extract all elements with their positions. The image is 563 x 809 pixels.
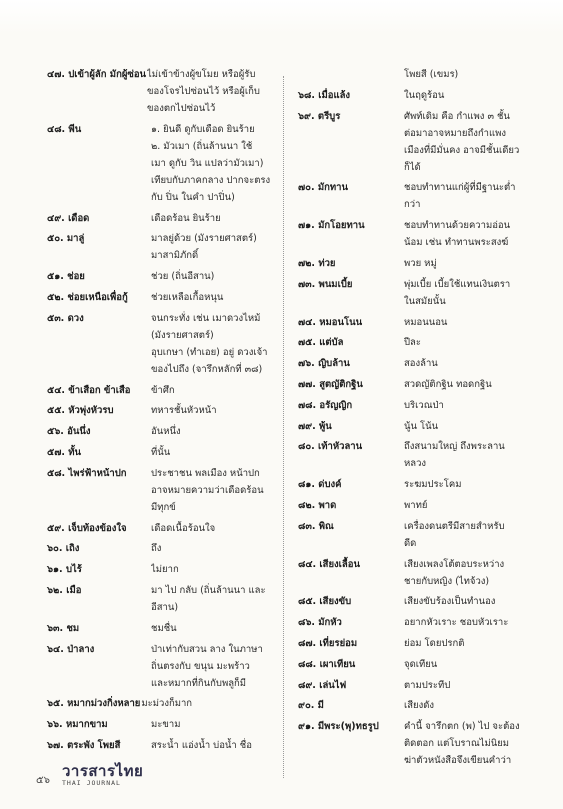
glossary-definition	[151, 620, 279, 637]
definition-line: ตามประทีป	[404, 679, 451, 691]
definition-line: กว่า	[404, 199, 421, 211]
glossary-entry	[298, 438, 538, 472]
glossary-entry	[298, 518, 538, 552]
glossary-entry	[298, 179, 538, 213]
glossary-definition	[404, 376, 538, 393]
glossary-entry	[47, 444, 279, 461]
definition-line: พุ่มเบี้ย เบี้ยใช้แทนเงินตรา	[404, 278, 511, 290]
glossary-column-left	[47, 66, 279, 758]
glossary-term: ๗๖. ญิบล้าน	[298, 358, 350, 370]
definition-line: ติดตอก แต่โบราณไม่นิยม	[404, 738, 510, 750]
glossary-term: ๙๑. มีพระ(พุ)ทธรูป	[298, 721, 379, 733]
glossary-entry	[47, 121, 279, 206]
definition-line: ของโจรไปซ่อนไว้ หรือผู้เก็บ	[147, 86, 260, 97]
glossary-definition	[404, 718, 538, 769]
glossary-entry	[298, 255, 538, 272]
definition-line: ดีด	[404, 537, 417, 549]
glossary-term: ๕๑. ช่อย	[47, 271, 85, 283]
glossary-entry	[47, 402, 279, 419]
glossary-entry	[47, 210, 279, 227]
definition-line: จุดเทียน	[404, 658, 438, 670]
glossary-definition	[151, 289, 279, 306]
glossary-definition	[404, 593, 538, 610]
glossary-definition	[404, 217, 538, 251]
glossary-term: ๖๙. ตรีบูร	[298, 110, 341, 122]
glossary-entry	[298, 66, 538, 83]
definition-line: กับ ปิ่น ในคำ ปาปิ่น)	[151, 191, 235, 203]
glossary-definition	[404, 179, 538, 213]
definition-line: ประชาชน พลเมือง หน้าปก	[151, 467, 260, 479]
glossary-definition	[404, 438, 538, 472]
glossary-entry	[47, 382, 279, 399]
definition-line: ช่วยเหลือเกื้อหนุน	[151, 291, 224, 303]
definition-line: ถึง	[151, 543, 162, 555]
definition-line: เดือดเนื้อร้อนใจ	[151, 522, 216, 534]
definition-line: ๒. มัวเมา (ถิ่นล้านนา ใช้	[151, 140, 253, 152]
definition-line: ถึงสนามใหญ่ ถึงพระลาน	[404, 441, 505, 453]
definition-line: เมา ดูกับ วิน แปลว่ามัวเมา)	[151, 157, 264, 169]
glossary-entry	[298, 614, 538, 631]
glossary-term: ๘๗. เที่ยรย่อม	[298, 637, 358, 649]
definition-line: หลวง	[404, 458, 427, 470]
glossary-definition	[404, 314, 538, 331]
definition-line: คำนี้ จารึกตก (พ) ไป จะต้อง	[404, 721, 520, 733]
glossary-entry	[298, 677, 538, 694]
glossary-term: ๕๖. อันนึ่ง	[47, 426, 91, 438]
definition-line: อุบเกษา (ทำเอย) อยู่ ดวงเจ้า	[151, 346, 268, 358]
glossary-term: ๕๓. ดวง	[47, 312, 84, 324]
page-number: ๕๖	[36, 775, 50, 786]
glossary-definition	[404, 255, 538, 272]
definition-line: เครื่องดนตรีมีสายสำหรับ	[404, 520, 505, 532]
glossary-entry	[298, 334, 538, 351]
definition-line: มีทุกข์	[151, 501, 176, 513]
definition-line: เสียงเพลงโต้ตอบระหว่าง	[404, 558, 505, 570]
glossary-definition	[404, 66, 538, 83]
glossary-term: ๖๘. เมื่อแล้ง	[298, 89, 351, 101]
glossary-entry	[47, 620, 279, 637]
glossary-entry	[298, 376, 538, 393]
definition-line: มาลยู่ด้วย (มังรายศาสตร์)	[151, 233, 257, 245]
definition-line: อีสาน)	[151, 601, 179, 613]
definition-line: เสียงขับร้องเป็นทำนอง	[404, 596, 496, 608]
glossary-definition	[404, 556, 538, 590]
glossary-term: ๕๘. ไพร่ฟ้าหน้าปก	[47, 467, 127, 479]
definition-line: ป่าเท่ากับสวน ลาง ในภาษา	[151, 643, 263, 655]
glossary-definition	[404, 355, 538, 372]
glossary-entry	[298, 593, 538, 610]
glossary-definition	[151, 402, 279, 419]
definition-line: ฆ่าตัวหนังสือจึงเขียนคำว่า	[404, 755, 512, 767]
glossary-term: ๔๗. ปเข้าผู้ลัก มักผู้ซ่อน	[47, 69, 147, 80]
definition-line: ชอบทำทานด้วยความอ่อน	[404, 220, 511, 232]
glossary-definition	[404, 635, 538, 652]
glossary-term: ๘๑. ด่บงค์	[298, 479, 342, 491]
glossary-entry	[298, 418, 538, 435]
glossary-term: ๗๐. มักทาน	[298, 182, 348, 194]
glossary-definition	[404, 418, 538, 435]
glossary-term: ๔๙. เดือด	[47, 212, 90, 224]
glossary-definition	[404, 697, 538, 714]
glossary-term: ๗๒. ท่วย	[298, 257, 336, 269]
definition-line: จนกระทั่ง เช่น เมาดวงไหม้	[151, 312, 261, 324]
glossary-entry	[298, 718, 538, 769]
glossary-term: ๕๐. มาลู่	[47, 233, 85, 245]
definition-line: ถิ่นตรงกับ ขนุน มะพร้าว	[151, 660, 250, 672]
definition-line: น้อม เช่น ทำทานพระสงฆ์	[404, 237, 509, 249]
definition-line: มา ไป กลับ (ถิ่นล้านนา และ	[151, 584, 266, 596]
glossary-entry	[47, 561, 279, 578]
journal-logo-title: วารสารไทย	[62, 762, 144, 780]
definition-line: มาสามิภักดิ์	[151, 250, 199, 262]
glossary-entry	[298, 635, 538, 652]
column-divider	[283, 76, 284, 778]
glossary-entry	[298, 656, 538, 673]
glossary-definition	[151, 444, 279, 461]
glossary-term: ๘๒. พาด	[298, 499, 337, 511]
glossary-definition	[151, 641, 279, 692]
glossary-term: ๙๐. มี	[298, 700, 324, 712]
glossary-definition	[151, 465, 279, 516]
journal-logo-subtitle: THAI JOURNAL	[62, 779, 121, 787]
definition-line: อันหนึ่ง	[151, 426, 181, 438]
definition-line: โพยสี (เขมร)	[404, 69, 459, 80]
glossary-entry	[47, 716, 279, 733]
definition-line: หมอนนอน	[404, 316, 448, 328]
glossary-entry	[47, 230, 279, 264]
definition-line: เดือดร้อน ยินร้าย	[151, 212, 221, 224]
definition-line: ทหารชั้นหัวหน้า	[151, 405, 217, 417]
definition-line: อาจหมายความว่าเดือดร้อน	[151, 484, 264, 496]
definition-line: (มังรายศาสตร์)	[151, 329, 214, 341]
glossary-definition	[404, 656, 538, 673]
glossary-definition	[151, 210, 279, 227]
glossary-definition	[404, 108, 538, 176]
glossary-definition	[404, 518, 538, 552]
glossary-term: ๗๑. มักโอยทาน	[298, 220, 365, 232]
glossary-entry	[47, 66, 279, 117]
glossary-term: ๖๒. เมือ	[47, 584, 82, 596]
definition-line: ไม่ยาก	[151, 564, 179, 576]
glossary-term: ๗๕. แต่บัล	[298, 337, 344, 349]
glossary-definition	[141, 695, 279, 712]
definition-line: ของตกไปซ่อนไว้	[147, 103, 216, 114]
glossary-term: ๕๔. ข้าเสือก ข้าเสือ	[47, 384, 131, 396]
glossary-definition	[404, 677, 538, 694]
glossary-term: ๗๘. อรัญญิก	[298, 399, 353, 411]
glossary-definition	[151, 716, 279, 733]
definition-line: ช่วย (ถิ่นอีสาน)	[151, 271, 215, 283]
glossary-entry	[47, 641, 279, 692]
glossary-term: ๖๑. บไร้	[47, 564, 82, 576]
glossary-entry	[47, 540, 279, 557]
definition-line: เทียบกับภาคกลาง ปากจะตรง	[151, 174, 271, 186]
glossary-entry	[298, 556, 538, 590]
definition-line: ต่อมาอาจหมายถึงกำแพง	[404, 127, 507, 139]
glossary-entry	[47, 423, 279, 440]
definition-line: สระน้ำ แอ่งน้ำ บ่อน้ำ ชื่อ	[151, 739, 252, 751]
glossary-entry	[298, 476, 538, 493]
glossary-definition	[151, 230, 279, 264]
glossary-definition	[404, 397, 538, 414]
definition-line: ที่นั้น	[151, 446, 171, 458]
glossary-definition	[151, 382, 279, 399]
definition-line: พวย หมู่	[404, 257, 437, 269]
definition-line: ปีละ	[404, 337, 421, 349]
definition-line: ย่อม โดยปรกติ	[404, 637, 465, 649]
glossary-definition	[151, 582, 279, 616]
definition-line: และหมากที่กินกับพลูก็มี	[151, 677, 247, 689]
glossary-entry	[298, 397, 538, 414]
definition-line: นู้น โน้น	[404, 420, 439, 432]
glossary-definition	[151, 310, 279, 378]
glossary-entry	[298, 314, 538, 331]
glossary-definition	[404, 87, 538, 104]
glossary-entry	[47, 520, 279, 537]
glossary-term: ๘๙. เล่นไฟ	[298, 679, 347, 691]
glossary-term	[298, 66, 404, 83]
glossary-term: ๕๗. ทั้น	[47, 446, 82, 458]
glossary-term: ๗๔. หมอนโนน	[298, 316, 363, 328]
glossary-term: ๖๔. ป่าลาง	[47, 643, 95, 655]
definition-line: ระฆมประโคม	[404, 479, 462, 491]
definition-line: ชมชื่น	[151, 622, 177, 634]
glossary-definition	[151, 268, 279, 285]
glossary-term: ๕๙. เจ็บท้องข้องใจ	[47, 522, 127, 534]
glossary-definition	[151, 423, 279, 440]
glossary-term: ๖๓. ชม	[47, 622, 80, 634]
definition-line: ๑. ยินดี ดูกับเดือด ยินร้าย	[151, 123, 255, 135]
definition-line: ก็ได้	[404, 161, 421, 173]
glossary-definition	[151, 540, 279, 557]
glossary-term: ๖๐. เถิง	[47, 543, 80, 555]
glossary-term: ๘๔. เสียงเลื้อน	[298, 558, 360, 570]
glossary-entry	[47, 582, 279, 616]
definition-line: ไม่เข้าข้างผู้ขโมย หรือผู้รับ	[147, 69, 256, 80]
glossary-entry	[47, 289, 279, 306]
glossary-entry	[298, 108, 538, 176]
definition-line: ศัพท์เดิม คือ กำแพง ๓ ชั้น	[404, 110, 510, 122]
glossary-term: ๖๕. หมากม่วงกิ่งหลาย	[47, 698, 141, 710]
glossary-entry	[298, 217, 538, 251]
glossary-entry	[47, 465, 279, 516]
glossary-definition	[151, 121, 279, 206]
glossary-term: ๘๐. เท้าหัวลาน	[298, 441, 363, 453]
definition-line: พาทย์	[404, 499, 428, 511]
glossary-entry	[298, 276, 538, 310]
definition-line: ข้าศึก	[151, 384, 175, 396]
glossary-term: ๘๘. เผาเทียน	[298, 658, 356, 670]
definition-line: มะม่วงก็มาก	[141, 698, 193, 710]
glossary-term: ๖๖. หมากขาม	[47, 719, 108, 731]
glossary-definition	[404, 614, 538, 631]
glossary-entry	[47, 268, 279, 285]
glossary-term: ๕๕. หัวพุ่งหัวรบ	[47, 405, 114, 417]
glossary-entry	[298, 497, 538, 514]
glossary-definition	[147, 66, 279, 117]
definition-line: บริเวณป่า	[404, 399, 444, 411]
definition-line: ในฤดูร้อน	[404, 89, 445, 101]
glossary-entry	[298, 87, 538, 104]
glossary-term: ๘๓. พิณ	[298, 520, 334, 532]
definition-line: ของไปถึง (จารึกหลักที่ ๓๘)	[151, 363, 263, 375]
glossary-entry	[47, 695, 279, 712]
definition-line: ชายกับหญิง (ไทจ้วง)	[404, 575, 490, 587]
glossary-definition	[404, 276, 538, 310]
glossary-definition	[151, 520, 279, 537]
glossary-term: ๘๖. มักหัว	[298, 617, 342, 629]
definition-line: เมืองที่มีมั่นคง อาจมีชั้นเดียว	[404, 144, 520, 156]
definition-line: สวดญัติกฐิน ทอดกฐิน	[404, 378, 492, 390]
definition-line: ชอบทำทานแก่ผู้ที่มีฐานะต่ำ	[404, 182, 516, 194]
glossary-term: ๗๓. พนมเบี้ย	[298, 278, 353, 290]
glossary-definition	[151, 737, 279, 754]
glossary-entry	[47, 737, 279, 754]
glossary-entry	[298, 697, 538, 714]
glossary-definition	[404, 476, 538, 493]
definition-line: อยากหัวเราะ ชอบหัวเราะ	[404, 617, 509, 629]
glossary-definition	[404, 334, 538, 351]
definition-line: ในสมัยนั้น	[404, 295, 446, 307]
glossary-term: ๔๘. พีน	[47, 123, 82, 135]
glossary-column-right	[298, 66, 538, 773]
glossary-term: ๖๗. ตระพัง โพยสี	[47, 739, 121, 751]
glossary-entry	[298, 355, 538, 372]
definition-line: สองล้าน	[404, 358, 438, 370]
glossary-term: ๗๙. พู้น	[298, 420, 332, 432]
glossary-term: ๘๕. เสียงขับ	[298, 596, 352, 608]
definition-line: มะขาม	[151, 719, 181, 731]
glossary-definition	[404, 497, 538, 514]
journal-logo	[62, 764, 143, 787]
glossary-entry	[47, 310, 279, 378]
page-header-band	[0, 0, 563, 34]
glossary-term: ๗๗. สูตญัติกฐิน	[298, 378, 363, 390]
definition-line: เสียงดัง	[404, 700, 435, 712]
glossary-definition	[151, 561, 279, 578]
glossary-term: ๕๒. ช่อยเหนือเพื่อกู้	[47, 291, 128, 303]
